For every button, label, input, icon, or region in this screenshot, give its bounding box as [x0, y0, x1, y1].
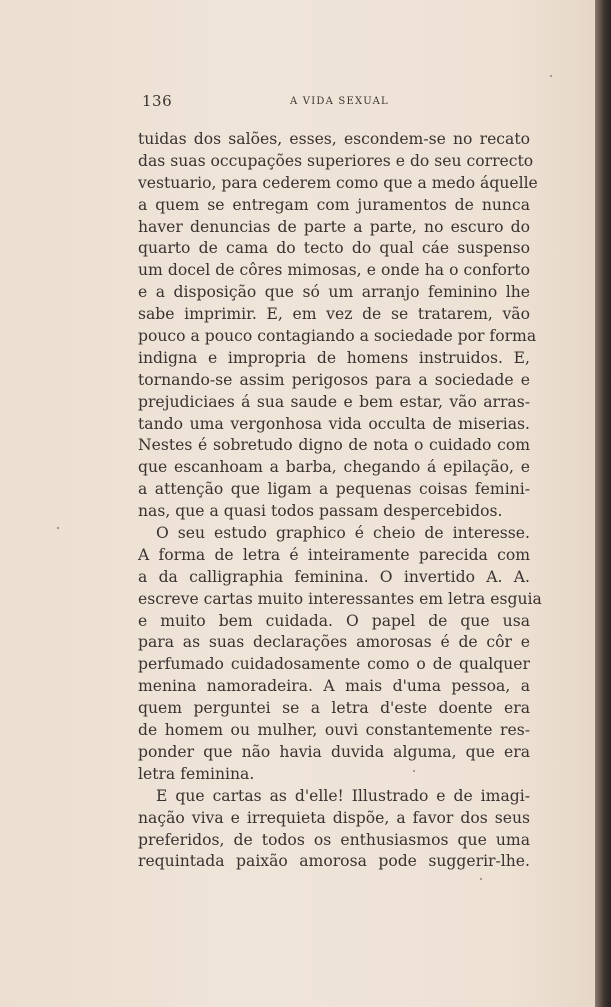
page-number: 136	[142, 92, 173, 110]
text-line: tuidas dos salões, esses, escondem-se no recato	[138, 130, 530, 148]
text-line: nação viva e irrequieta dispõe, a favor dos seus	[138, 808, 530, 827]
text-line: vestuario, para cederem como que a medo áquelle	[138, 173, 538, 192]
text-line: a da calligraphia feminina. O invertido A. A.	[138, 567, 530, 586]
paper-speck	[480, 878, 482, 880]
text-line: a quem se entregam com juramentos de nunca	[138, 195, 530, 214]
text-line: perfumado cuidadosamente como o de qualquer	[138, 655, 530, 674]
text-line: um docel de côres mimosas, e onde ha o conforto	[138, 261, 530, 280]
text-line: e a disposição que só um arranjo feminino lhe	[138, 283, 530, 302]
paper-speck	[413, 770, 415, 772]
text-line: e muito bem cuidada. O papel de que usa	[138, 611, 530, 630]
body-text	[138, 129, 542, 873]
text-line: tando uma vergonhosa vida occulta de miserias.	[138, 414, 530, 433]
text-line: haver denuncias de parte a parte, no escuro do	[138, 217, 530, 236]
page-header	[142, 92, 532, 112]
text-line: pouco a pouco contagiando a sociedade por forma	[138, 327, 537, 346]
running-title: A VIDA SEXUAL	[290, 96, 389, 107]
text-line: escreve cartas muito interessantes em letra esguia	[138, 589, 542, 608]
text-line: ponder que não havia duvida alguma, que era	[138, 742, 530, 761]
text-line: E que cartas as d'elle! Illustrado e de imagi-	[156, 786, 530, 805]
text-line: quem perguntei se a letra d'este doente era	[138, 699, 530, 718]
text-line: nas, que a quasi todos passam despercebidos.	[138, 502, 503, 521]
text-line: tornando-se assim perigosos para a sociedade e	[138, 370, 530, 389]
text-line: para as suas declarações amorosas é de côr e	[138, 633, 530, 652]
text-line: preferidos, de todos os enthusiasmos que uma	[138, 830, 530, 849]
text-line: a attenção que ligam a pequenas coisas femini-	[138, 480, 530, 499]
text-line: Nestes é sobretudo digno de nota o cuidado com	[138, 436, 530, 455]
paper-speck	[57, 527, 59, 529]
text-line: requintada paixão amorosa pode suggerir-lhe.	[138, 852, 530, 871]
text-line: O seu estudo graphico é cheio de interesse.	[156, 524, 530, 543]
text-line: quarto de cama do tecto do qual cáe suspenso	[138, 239, 530, 258]
text-line: sabe imprimir. E, em vez de se tratarem, vão	[138, 305, 530, 324]
text-line: indigna e impropria de homens instruidos. E,	[138, 348, 530, 367]
text-line: de homem ou mulher, ouvi constantemente res-	[138, 721, 530, 740]
text-line: menina namoradeira. A mais d'uma pessoa, a	[138, 677, 530, 696]
page-edge-shadow	[595, 0, 611, 1007]
text-line: letra feminina.	[138, 764, 255, 783]
text-line: das suas occupações superiores e do seu correcto	[138, 151, 534, 170]
text-line: que escanhoam a barba, chegando á epilação, e	[138, 458, 530, 477]
text-line: A forma de letra é inteiramente parecida com	[138, 545, 530, 564]
paper-speck	[550, 75, 552, 77]
text-line: prejudiciaes á sua saude e bem estar, vão arras-	[138, 392, 530, 411]
